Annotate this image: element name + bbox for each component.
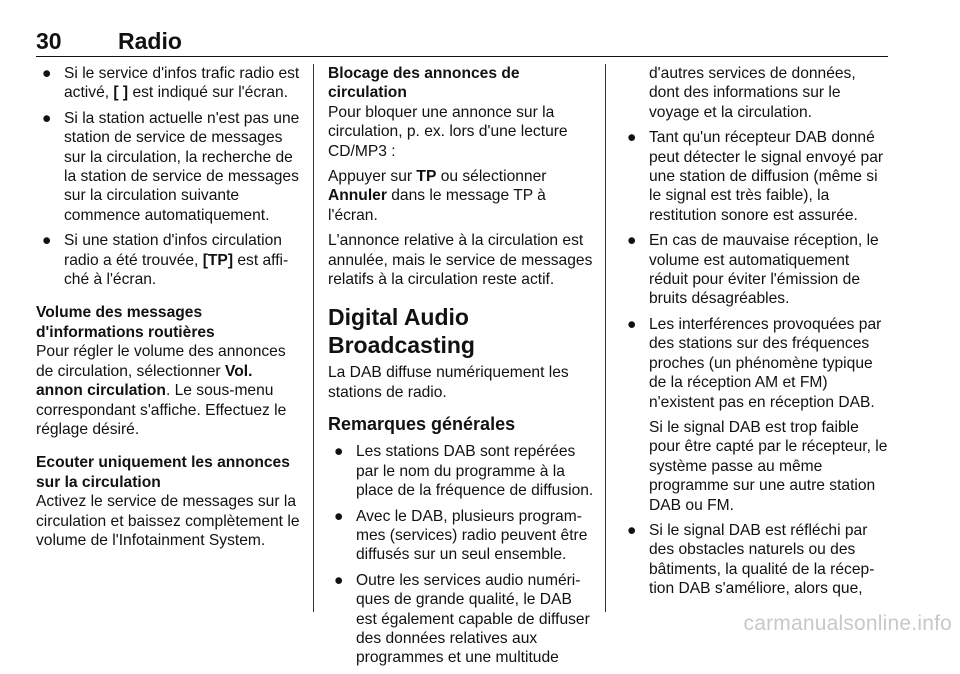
list-item-text: Si la station actuelle n'est pas une station de service de messages sur la circulation, la recherche de la station de service de messages sur la circulation suivante commence automatiquement. (64, 109, 300, 224)
chapter-title: Radio (118, 28, 182, 54)
paragraph: d'autres services de données, dont des informations sur le voyage et la circulation. (649, 65, 856, 121)
list-item-text: est indiqué sur l'écran. (128, 84, 288, 102)
paragraph: Pour régler le volume des annonces de circulation, sélectionner Vol. annon circulation. Le sous-menu correspondant s'affiche. Effectuez le réglage désiré. (36, 343, 287, 438)
column-3 (621, 64, 889, 605)
list-item: ● Si le signal DAB est réfléchi par des obstacles naturels ou des bâtiments, la qualité de la réception DAB s'améliore, alors que, (627, 521, 875, 598)
paragraph: Activez le service de messages sur la circulation et baissez complètement le volume de l'Infotainment System. (36, 493, 300, 549)
section-heading: Ecouter uniquement les annonces sur la circulation (36, 454, 290, 491)
bullet-icon: ● (334, 507, 344, 525)
paragraph: Appuyer sur TP ou sélectionner Annuler dans le message TP à l'écran. (328, 168, 547, 224)
header-rule (36, 56, 888, 57)
cancel-ref: Annuler (328, 187, 387, 205)
list-item-extra: Si le signal DAB est trop faible pour être capté par le récepteur, le système passe au même programme sur une autre station DAB ou FM. (649, 418, 888, 514)
list-item: ● Les stations DAB sont repérées par le nom du programme à la place de la fréquence de diffusion. (334, 443, 594, 500)
paragraph: Pour bloquer une annonce sur la circulation, p. ex. lors d'une lecture CD/MP3 : (328, 103, 568, 160)
bullet-icon: ● (42, 232, 52, 250)
chapter-heading: Digital Audio Broadcasting (328, 304, 475, 359)
watermark: carmanualsonline.info (743, 612, 952, 635)
column-1 (36, 64, 302, 556)
bullet-icon: ● (42, 65, 52, 82)
bullet-icon: ● (334, 443, 344, 461)
list-item (36, 64, 302, 103)
page-header (36, 28, 888, 54)
section-heading: Volume des messages d'informations routières (36, 304, 215, 341)
list-item (36, 231, 302, 289)
bullet-icon: ● (627, 232, 637, 250)
subsection-heading: Remarques générales (328, 414, 516, 435)
column-divider-1 (313, 64, 314, 612)
list-item: ● En cas de mauvaise réception, le volume est automatiquement réduit pour éviter l'émission de bruits désagréables. (627, 232, 879, 308)
dab-remarks-list (328, 442, 594, 667)
menu-item-ref: Vol. annon circulation (36, 362, 253, 400)
dab-remarks-list-cont (621, 128, 889, 598)
traffic-info-list (36, 64, 302, 289)
bullet-icon: ● (627, 129, 637, 147)
bullet-icon: ● (334, 571, 344, 589)
tp-button-ref: TP (416, 168, 437, 186)
list-item: ● Outre les services audio numériques de grande qualité, le DAB est également capable de diffuser des données relatives aux programmes et une multitude (334, 571, 590, 667)
section-heading: Blocage des annonces de circulation (328, 65, 520, 102)
paragraph: L'annonce relative à la circulation est annulée, mais le service de messages relatifs à la circulation reste actif. (328, 232, 593, 289)
list-item: ● Avec le DAB, plusieurs programmes (services) radio peuvent être diffusés sur un seul ensemble. (334, 507, 588, 564)
traffic-indicator: [ ] (113, 84, 129, 102)
bullet-icon: ● (627, 521, 637, 539)
bullet-icon: ● (627, 315, 637, 333)
list-item: ● Tant qu'un récepteur DAB donné peut détecter le signal envoyé par une station de diffusion (même si le signal est très faible), la restitution sonore est assurée. (627, 129, 884, 224)
tp-indicator: [TP] (202, 251, 234, 269)
list-item-text: Si une station d'infos circulation radio a été trouvée, (64, 232, 282, 269)
list-item (36, 109, 302, 225)
paragraph: La DAB diffuse numériquement les stations de radio. (328, 364, 569, 401)
list-item-text: Si le service d'infos trafic radio est activé, (64, 65, 300, 102)
list-item: ● Les interférences provoquées par des stations sur des fréquences proches (un phénomène typique de la réception AM et FM) n'existent pas en réception DAB. Si le signal DAB est trop faible pour être capté par le récepteur, le système passe au même programme sur une autre station DAB ou FM. (627, 315, 888, 514)
list-item-text: est affiché à l'écran. (64, 251, 289, 289)
bullet-icon: ● (42, 109, 52, 127)
column-divider-2 (605, 64, 606, 612)
column-2 (328, 64, 594, 674)
page-number: 30 (36, 28, 62, 54)
